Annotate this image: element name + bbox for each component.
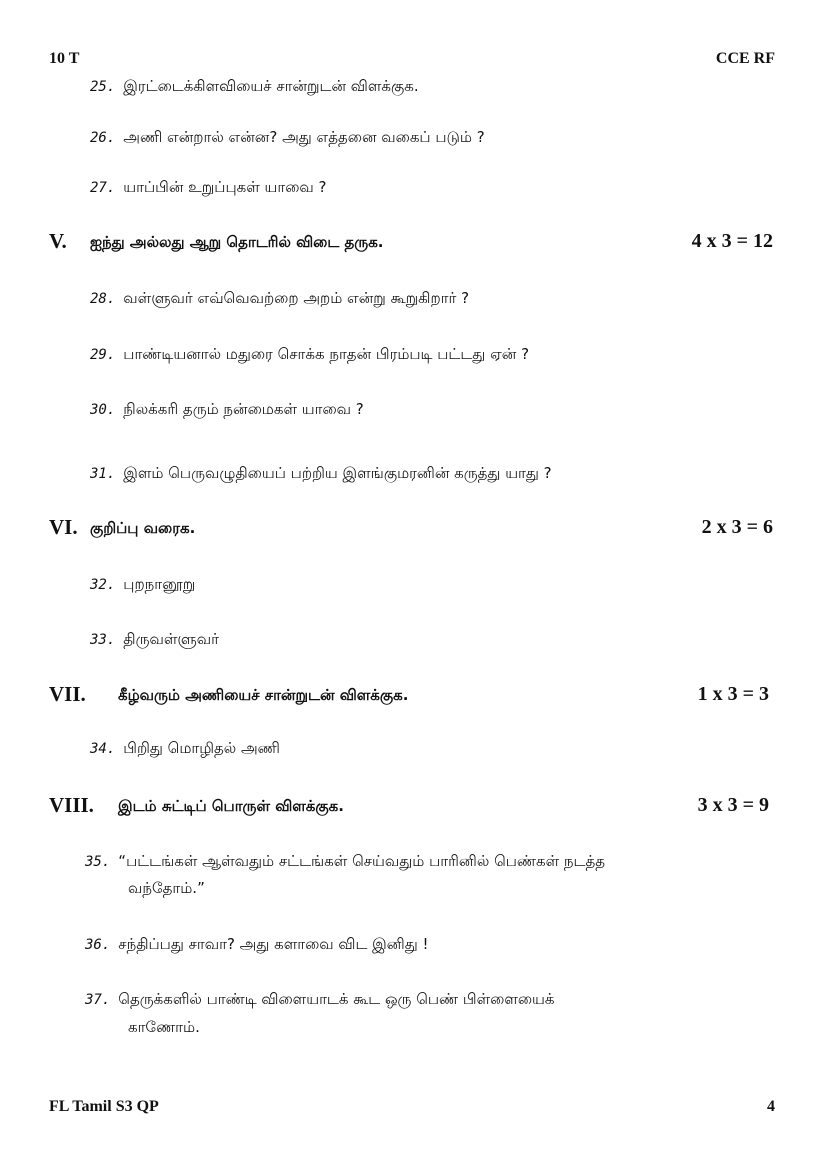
question-number: 30. xyxy=(90,402,116,418)
section-viii-marks: 3 x 3 = 9 xyxy=(697,794,769,816)
question-text: புறநானூறு xyxy=(123,575,196,593)
question-number: 25. xyxy=(90,79,116,95)
question-34 xyxy=(90,739,280,759)
question-number: 29. xyxy=(90,347,116,363)
question-35 xyxy=(85,852,605,872)
question-text: வள்ளுவர் எவ்வெவற்றை அறம் என்று கூறுகிறார் ? xyxy=(123,289,470,307)
question-28 xyxy=(90,289,469,309)
section-v-marks: 4 x 3 = 12 xyxy=(691,230,773,252)
question-text: இளம் பெருவழுதியைப் பற்றிய இளங்குமரனின் கருத்து யாது ? xyxy=(123,464,552,482)
footer-left: FL Tamil S3 QP xyxy=(49,1098,159,1115)
header-right: CCE RF xyxy=(715,50,775,67)
question-number: 28. xyxy=(90,291,116,307)
section-vii-number: VII. xyxy=(49,682,86,706)
page-number: 4 xyxy=(767,1098,775,1115)
question-text: நிலக்கரி தரும் நன்மைகள் யாவை ? xyxy=(123,400,364,418)
question-number: 32. xyxy=(90,577,116,593)
question-35-continued: வந்தோம்.” xyxy=(128,879,205,897)
section-viii-title: இடம் சுட்டிப் பொருள் விளக்குக. xyxy=(118,797,344,815)
question-text: சந்திப்பது சாவா? அது களாவை விட இனிது ! xyxy=(118,935,429,953)
section-v-title: ஐந்து அல்லது ஆறு தொடரில் விடை தருக. xyxy=(90,233,384,251)
section-v-number: V. xyxy=(49,229,67,253)
question-text: அணி என்றால் என்ன? அது எத்தனை வகைப் படும் ? xyxy=(123,128,485,146)
question-32 xyxy=(90,575,195,595)
question-number: 34. xyxy=(90,741,116,757)
question-text-line-1: தெருக்களில் பாண்டி விளையாடக் கூட ஒரு பெண் பிள்ளையைக் xyxy=(118,990,555,1008)
section-vi-number: VI. xyxy=(49,515,78,539)
question-number: 26. xyxy=(90,130,116,146)
question-29 xyxy=(90,345,529,365)
section-vi-marks: 2 x 3 = 6 xyxy=(701,516,773,538)
question-37 xyxy=(85,990,555,1010)
question-text-line-1: “பட்டங்கள் ஆள்வதும் சட்டங்கள் செய்வதும் பாரினில் பெண்கள் நடத்த xyxy=(118,852,605,870)
question-33 xyxy=(90,630,219,650)
question-number: 33. xyxy=(90,632,116,648)
section-vii-title: கீழ்வரும் அணியைச் சான்றுடன் விளக்குக. xyxy=(118,686,409,704)
question-37-continued: காணோம். xyxy=(128,1018,200,1036)
section-vi-title: குறிப்பு வரைக. xyxy=(90,519,196,537)
question-number: 37. xyxy=(85,992,111,1008)
question-text: யாப்பின் உறுப்புகள் யாவை ? xyxy=(123,178,327,196)
question-25 xyxy=(90,77,419,97)
question-text: பாண்டியனால் மதுரை சொக்க நாதன் பிரம்படி பட்டது ஏன் ? xyxy=(123,345,530,363)
question-text: இரட்டைக்கிளவியைச் சான்றுடன் விளக்குக. xyxy=(123,77,419,95)
header-left: 10 T xyxy=(49,50,80,67)
question-36 xyxy=(85,935,429,955)
section-vii-marks: 1 x 3 = 3 xyxy=(697,683,769,705)
question-number: 27. xyxy=(90,180,116,196)
question-number: 35. xyxy=(85,854,111,870)
question-number: 31. xyxy=(90,466,116,482)
question-text: திருவள்ளுவர் xyxy=(123,630,219,648)
question-27 xyxy=(90,178,327,198)
question-31 xyxy=(90,464,552,484)
question-30 xyxy=(90,400,364,420)
question-text: பிறிது மொழிதல் அணி xyxy=(123,739,280,757)
section-viii-number: VIII. xyxy=(49,793,94,817)
question-number: 36. xyxy=(85,937,111,953)
question-26 xyxy=(90,128,485,148)
